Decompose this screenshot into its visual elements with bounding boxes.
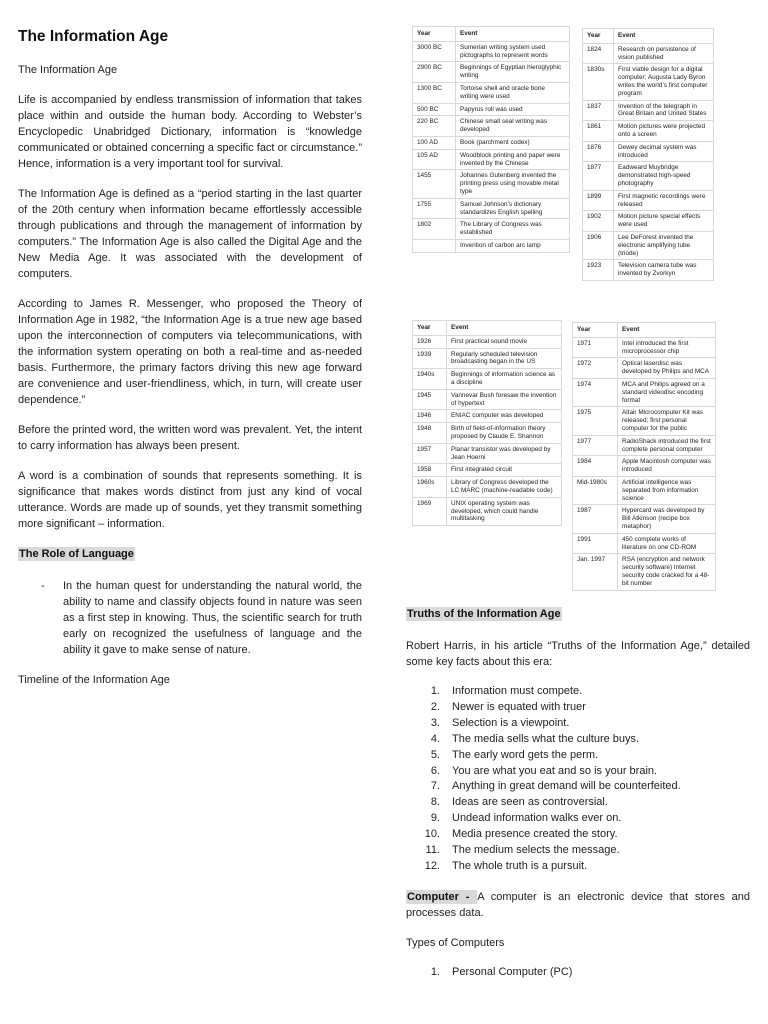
year-cell: 500 BC: [413, 103, 456, 116]
table-row: [413, 389, 562, 410]
list-number: 7.: [430, 780, 440, 793]
list-text: Information must compete.: [452, 685, 583, 697]
year-cell: 1906: [583, 231, 614, 259]
year-cell: 1876: [583, 141, 614, 162]
intro-paragraph-1: Life is accompanied by endless transmission of information that takes place within and outside the human body. According to Webster’s Encyclopedic Unabridged Dictionary, information is “knowledge communicated or obtained concerning a specific fact or circumstance.” Hence, information is a very important tool for survival.: [18, 94, 362, 170]
event-cell: Vannevar Bush foresaw the invention of hypertext: [447, 389, 562, 410]
table-row: [583, 43, 714, 64]
event-cell: Eadweard Muybridge demonstrated high-speed photography: [614, 162, 714, 190]
event-cell: UNIX operating system was developed, which could handle multitasking: [447, 497, 562, 525]
list-text: Personal Computer (PC): [452, 965, 573, 978]
list-item: [406, 827, 750, 843]
intro-paragraph-5: A word is a combination of sounds that represents something. It is significance that makes words distinct from just any kind of vocal utterance. Words are made up of sounds, yet they transmit something more significant – information.: [18, 470, 362, 530]
event-cell: Samuel Johnson’s dictionary standardizes English spelling: [456, 198, 570, 219]
table-row: [573, 407, 716, 435]
event-cell: Planar transistor was developed by Jean Hoerni: [447, 443, 562, 464]
table-row: [413, 443, 562, 464]
year-cell: 1957: [413, 443, 447, 464]
list-text: The whole truth is a pursuit.: [452, 859, 588, 872]
event-cell: Optical laserdisc was developed by Philips and MCA: [618, 358, 716, 379]
list-text: The media sells what the culture buys.: [452, 732, 640, 745]
event-cell: RadioShack introduced the first complete personal computer: [618, 435, 716, 456]
list-number: 4.: [430, 732, 440, 745]
list-text: Media presence created the story.: [452, 828, 618, 841]
event-cell: RSA (encryption and network security software) Internet security code cracked for a 48-bit number: [618, 554, 716, 590]
table-row: [583, 100, 714, 121]
table-row: [573, 476, 716, 504]
year-cell: 220 BC: [413, 116, 456, 137]
table-row: [583, 190, 714, 211]
list-item: [406, 700, 750, 716]
header-year: Year: [413, 27, 456, 42]
event-cell: Altair Microcomputer Kit was released; first personal computer for the public: [618, 407, 716, 435]
year-cell: 1974: [573, 378, 618, 406]
table-row: [413, 136, 570, 149]
year-cell: [413, 239, 456, 252]
event-cell: First magnetic recordings were released: [614, 190, 714, 211]
table-row: [583, 141, 714, 162]
event-cell: Invention of the telegraph in Great Britain and United States: [614, 100, 714, 121]
event-cell: Birth of field-of-information theory proposed by Claude E. Shannon: [447, 423, 562, 444]
timeline-table-2: [582, 28, 714, 281]
list-text: Anything in great demand will be counterfeited.: [452, 780, 681, 793]
timeline-table-3: [412, 320, 562, 526]
table-row: [413, 410, 562, 423]
year-cell: 1830s: [583, 64, 614, 100]
list-number: 10.: [424, 828, 440, 841]
computer-term: Computer -: [407, 890, 477, 903]
year-cell: 1977: [573, 435, 618, 456]
list-text: Undead information walks ever on.: [452, 812, 622, 825]
year-cell: 3000 BC: [413, 41, 456, 62]
table-row: [413, 116, 570, 137]
table-row: [413, 464, 562, 477]
year-cell: 105 AD: [413, 149, 456, 170]
right-column: [406, 606, 750, 995]
truths-list: [406, 684, 750, 875]
list-number: 11.: [425, 844, 440, 857]
event-cell: Johannes Gutenberg invented the printing press using movable metal type: [456, 170, 570, 198]
list-text: The medium selects the message.: [452, 844, 620, 857]
year-cell: 1455: [413, 170, 456, 198]
list-text: The early word gets the perm.: [452, 748, 599, 761]
types-label: Types of Computers: [406, 936, 505, 949]
role-of-language-heading: The Role of Language: [19, 548, 134, 560]
year-cell: 1802: [413, 219, 456, 240]
intro-paragraph-4: Before the printed word, the written word was prevalent. Yet, the intent to carry information has always been present.: [18, 424, 362, 452]
list-item: [406, 843, 750, 859]
table-row: [413, 41, 570, 62]
year-cell: 1755: [413, 198, 456, 219]
event-cell: Beginnings of information science as a discipline: [447, 369, 562, 390]
year-cell: 100 AD: [413, 136, 456, 149]
types-list: [406, 965, 750, 981]
page-title: The Information Age: [18, 28, 169, 45]
header-year: Year: [413, 321, 447, 336]
table-row: [583, 162, 714, 190]
list-number: 3.: [430, 716, 440, 729]
intro-paragraph-3: According to James R. Messenger, who proposed the Theory of Information Age in 1982, “the Information Age is a true new age based upon the interconnection of computers via telecommunications, with the information system operating on both a real-time and as-needed basis. Furthermore, the primary factors driving this new age forward are convenience and user-friendliness, which, in turn, will create user dependence.”: [18, 298, 362, 406]
timeline-table-4: [572, 322, 716, 591]
event-cell: Lee DeForest invented the electronic amplifying tube (triode): [614, 231, 714, 259]
list-number: 12.: [424, 859, 440, 872]
event-cell: Research on persistence of vision published: [614, 43, 714, 64]
table-header-row: [413, 27, 570, 42]
list-number: 5.: [430, 748, 440, 761]
year-cell: 1971: [573, 337, 618, 358]
table-row: [413, 423, 562, 444]
role-list-text: In the human quest for understanding the natural world, the ability to name and classify objects found in nature was seen as a first step in knowing. Thus, the scientific search for truth early on recognized the usefulness of language and the ability it gave to make sense of nature.: [63, 580, 362, 656]
year-cell: 1984: [573, 456, 618, 477]
table-row: [413, 82, 570, 103]
table-row: [413, 62, 570, 83]
event-cell: Artificial intelligence was separated from information science: [618, 476, 716, 504]
table-row: [413, 198, 570, 219]
table-header-row: [573, 323, 716, 338]
event-cell: Motion picture special effects were used: [614, 211, 714, 232]
computer-definition: [406, 889, 750, 921]
table-header-row: [583, 29, 714, 44]
list-number: 2.: [430, 700, 440, 713]
list-item: [406, 811, 750, 827]
year-cell: 1958: [413, 464, 447, 477]
event-cell: Hypercard was developed by Bill Atkinson (recipe box metaphor): [618, 505, 716, 533]
year-cell: 1899: [583, 190, 614, 211]
list-number: 1.: [430, 965, 440, 978]
table-row: [413, 335, 562, 348]
event-cell: Chinese small seal writing was developed: [456, 116, 570, 137]
year-cell: 1940s: [413, 369, 447, 390]
year-cell: 1987: [573, 505, 618, 533]
year-cell: 2900 BC: [413, 62, 456, 83]
list-item: [406, 859, 750, 875]
event-cell: Tortoise shell and oracle bone writing were used: [456, 82, 570, 103]
table-row: [413, 369, 562, 390]
event-cell: Motion pictures were projected onto a screen: [614, 121, 714, 142]
year-cell: Jan. 1997: [573, 554, 618, 590]
table-row: [573, 533, 716, 554]
list-item: [406, 795, 750, 811]
subtitle: The Information Age: [18, 64, 118, 76]
event-cell: Apple Macintosh computer was introduced: [618, 456, 716, 477]
header-year: Year: [583, 29, 614, 44]
computer-definition-text: A computer is an electronic device that stores and processes data.: [406, 890, 750, 919]
event-cell: Invention of carbon arc lamp: [456, 239, 570, 252]
year-cell: 1975: [573, 407, 618, 435]
truths-heading: Truths of the Information Age: [407, 608, 561, 620]
table-row: [583, 231, 714, 259]
year-cell: 1926: [413, 335, 447, 348]
timeline-table-1: [412, 26, 570, 253]
year-cell: 1861: [583, 121, 614, 142]
year-cell: 1969: [413, 497, 447, 525]
event-cell: First practical sound movie: [447, 335, 562, 348]
table-row: [573, 554, 716, 590]
table-row: [413, 477, 562, 498]
year-cell: 1945: [413, 389, 447, 410]
list-item: [406, 965, 750, 981]
table-row: [413, 219, 570, 240]
table-header-row: [413, 321, 562, 336]
event-cell: First integrated circuit: [447, 464, 562, 477]
year-cell: 1300 BC: [413, 82, 456, 103]
header-event: Event: [447, 321, 562, 336]
list-text: Newer is equated with truer: [452, 700, 586, 713]
list-item: [406, 732, 750, 748]
event-cell: MCA and Philips agreed on a standard videodisc encoding format: [618, 378, 716, 406]
list-number: 1.: [430, 685, 440, 697]
list-item: [406, 748, 750, 764]
year-cell: 1877: [583, 162, 614, 190]
event-cell: The Library of Congress was established: [456, 219, 570, 240]
header-event: Event: [456, 27, 570, 42]
list-item: [406, 779, 750, 795]
event-cell: Library of Congress developed the LC MARC (machine-readable code): [447, 477, 562, 498]
list-number: 9.: [430, 812, 440, 825]
table-row: [573, 378, 716, 406]
year-cell: 1837: [583, 100, 614, 121]
table-row: [583, 260, 714, 281]
table-row: [573, 456, 716, 477]
event-cell: Book (parchment codex): [456, 136, 570, 149]
list-text: Ideas are seen as controversial.: [452, 796, 608, 809]
intro-paragraph-2: The Information Age is defined as a “period starting in the last quarter of the 20th century when information became effortlessly accessible through publications and through the management of information by computers.” The Information Age is also called the Digital Age and the New Media Age. It was associated with the development of computers.: [18, 188, 362, 280]
table-row: [413, 149, 570, 170]
event-cell: ENIAC computer was developed: [447, 410, 562, 423]
list-item: [406, 764, 750, 780]
table-row: [413, 348, 562, 369]
list-number: 6.: [430, 764, 440, 777]
event-cell: Papyrus roll was used: [456, 103, 570, 116]
year-cell: Mid-1980s: [573, 476, 618, 504]
list-number: 8.: [430, 796, 440, 809]
table-row: [413, 103, 570, 116]
table-row: [573, 358, 716, 379]
year-cell: 1948: [413, 423, 447, 444]
year-cell: 1902: [583, 211, 614, 232]
year-cell: 1991: [573, 533, 618, 554]
table-row: [573, 435, 716, 456]
list-text: You are what you eat and so is your brain.: [452, 764, 658, 777]
table-row: [583, 211, 714, 232]
role-list-item: [18, 578, 362, 658]
event-cell: Television camera tube was invented by Zvorkyn: [614, 260, 714, 281]
dash-bullet: -: [41, 580, 45, 592]
event-cell: Beginnings of Egyptian hieroglyphic writing: [456, 62, 570, 83]
list-item: [406, 716, 750, 732]
timeline-label: Timeline of the Information Age: [18, 674, 170, 686]
table-row: [413, 497, 562, 525]
event-cell: First viable design for a digital computer; Augusta Lady Byron writes the world’s first computer program: [614, 64, 714, 100]
list-text: Selection is a viewpoint.: [452, 716, 570, 729]
table-row: [573, 337, 716, 358]
header-event: Event: [618, 323, 716, 338]
table-row: [583, 64, 714, 100]
left-column: [18, 28, 362, 702]
year-cell: 1972: [573, 358, 618, 379]
event-cell: Dewey decimal system was introduced: [614, 141, 714, 162]
table-row: [413, 170, 570, 198]
header-year: Year: [573, 323, 618, 338]
year-cell: 1824: [583, 43, 614, 64]
event-cell: Regularly scheduled television broadcasting began in the US: [447, 348, 562, 369]
list-item: [406, 684, 750, 700]
year-cell: 1939: [413, 348, 447, 369]
table-row: [573, 505, 716, 533]
year-cell: 1946: [413, 410, 447, 423]
year-cell: 1923: [583, 260, 614, 281]
event-cell: Sumerian writing system used pictographs to represent words: [456, 41, 570, 62]
event-cell: Intel introduced the first microprocessor chip: [618, 337, 716, 358]
table-row: [583, 121, 714, 142]
event-cell: Woodblock printing and paper were invented by the Chinese: [456, 149, 570, 170]
table-row: [413, 239, 570, 252]
event-cell: 450 complete works of literature on one CD-ROM: [618, 533, 716, 554]
year-cell: 1960s: [413, 477, 447, 498]
truths-intro: Robert Harris, in his article “Truths of the Information Age,” detailed some key facts about this era:: [406, 640, 750, 668]
header-event: Event: [614, 29, 714, 44]
